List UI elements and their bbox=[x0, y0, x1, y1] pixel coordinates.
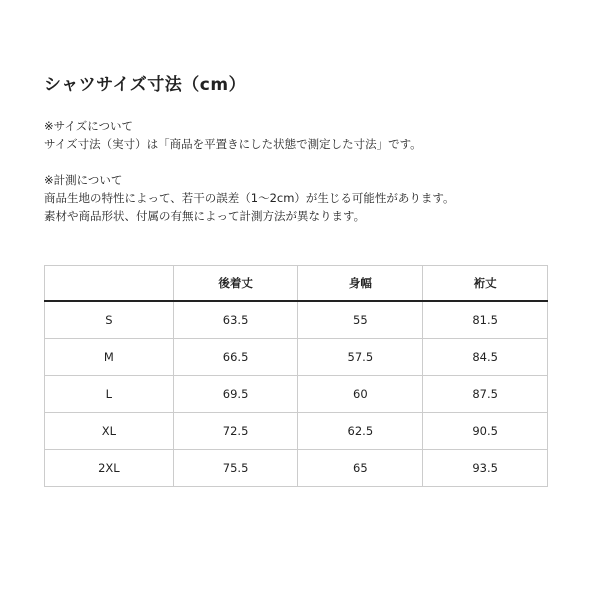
page-title: シャツサイズ寸法（cm） bbox=[44, 75, 247, 95]
header-back-length: 後着丈 bbox=[173, 266, 298, 302]
table-header-row bbox=[45, 266, 548, 302]
notes-spacer bbox=[44, 153, 455, 171]
size-note-text: サイズ寸法（実寸）は「商品を平置きにした状態で測定した寸法」です。 bbox=[44, 137, 422, 151]
back-length-value: 69.5 bbox=[173, 376, 298, 413]
size-label: S bbox=[45, 301, 174, 339]
size-label: L bbox=[45, 376, 174, 413]
sleeve-length-value: 81.5 bbox=[423, 301, 548, 339]
table-row bbox=[45, 376, 548, 413]
sleeve-length-value: 84.5 bbox=[423, 339, 548, 376]
size-label: M bbox=[45, 339, 174, 376]
header-sleeve-length: 裄丈 bbox=[423, 266, 548, 302]
body-width-value: 60 bbox=[298, 376, 423, 413]
back-length-value: 63.5 bbox=[173, 301, 298, 339]
table-row bbox=[45, 339, 548, 376]
body-width-value: 55 bbox=[298, 301, 423, 339]
body-width-value: 65 bbox=[298, 450, 423, 487]
table-row bbox=[45, 301, 548, 339]
measure-note-heading: ※計測について bbox=[44, 173, 123, 187]
measure-note-text-1: 商品生地の特性によって、若干の誤差（1〜2cm）が生じる可能性があります。 bbox=[44, 191, 455, 205]
sleeve-length-value: 93.5 bbox=[423, 450, 548, 487]
back-length-value: 72.5 bbox=[173, 413, 298, 450]
back-length-value: 66.5 bbox=[173, 339, 298, 376]
table-row bbox=[45, 450, 548, 487]
header-size bbox=[45, 266, 174, 302]
size-label: XL bbox=[45, 413, 174, 450]
header-body-width: 身幅 bbox=[298, 266, 423, 302]
sleeve-length-value: 87.5 bbox=[423, 376, 548, 413]
body-width-value: 62.5 bbox=[298, 413, 423, 450]
size-label: 2XL bbox=[45, 450, 174, 487]
size-notes bbox=[44, 117, 455, 225]
table-row bbox=[45, 413, 548, 450]
back-length-value: 75.5 bbox=[173, 450, 298, 487]
sleeve-length-value: 90.5 bbox=[423, 413, 548, 450]
size-note-heading: ※サイズについて bbox=[44, 119, 133, 133]
size-table bbox=[44, 265, 548, 487]
measure-note-text-2: 素材や商品形状、付属の有無によって計測方法が異なります。 bbox=[44, 209, 366, 223]
body-width-value: 57.5 bbox=[298, 339, 423, 376]
